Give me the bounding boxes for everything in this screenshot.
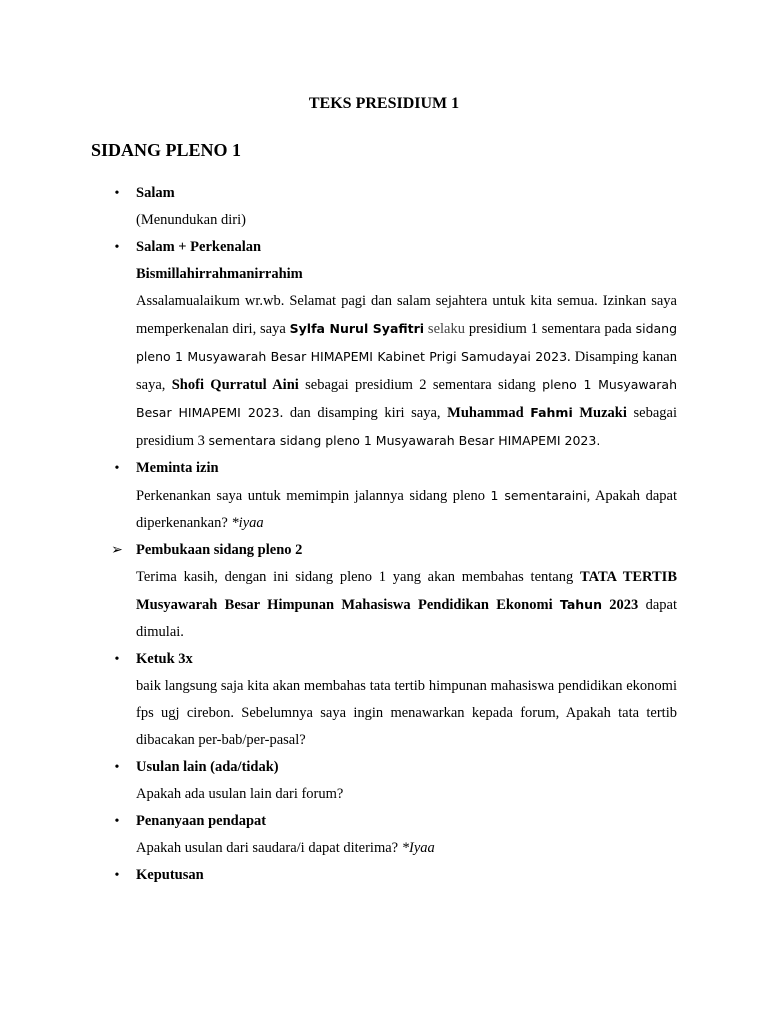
text-run: Tahun <box>559 597 602 612</box>
item-body <box>136 482 677 537</box>
text-run: Assalamualaikum wr.wb. Selamat pagi dan salam sejahtera untuk kita semua. Izinkan saya memperkenalan diri, saya <box>136 293 677 337</box>
item-body: Apakah ada usulan lain dari forum? <box>136 786 344 802</box>
presenter-name: Muzaki <box>572 405 627 421</box>
item-subheading: Bismillahirrahmanirrahim <box>136 266 303 282</box>
text-run: sidang pleno 1 Musyawarah Besar HIMAPEMI Kabinet Prigi Samudayai 2023 <box>136 321 678 364</box>
text-run: sebagai presidium 3 <box>136 405 677 449</box>
item-body <box>136 835 677 862</box>
list-item <box>114 862 677 889</box>
presenter-name: Muhammad <box>447 405 531 421</box>
presenter-name: Fahmi <box>530 405 573 420</box>
item-body: baik langsung saja kita akan membahas tata tertib himpunan mahasiswa pendidikan ekonomi fps ugj cirebon. Sebelumnya saya ingin menawarkan kepada forum, Apakah tata tertib dibacakan per-bab/per-pasal? <box>136 678 677 748</box>
text-run: Terima kasih, dengan ini sidang pleno 1 yang akan membahas tentang <box>136 569 580 585</box>
list-item <box>114 234 678 455</box>
bullet-icon: • <box>114 868 120 883</box>
item-heading: Usulan lain (ada/tidak) <box>136 759 279 775</box>
item-body <box>136 564 677 646</box>
list-item <box>114 455 677 537</box>
presenter-name: Shofi Qurratul Aini <box>171 377 299 393</box>
text-run: 2023 <box>601 597 639 613</box>
item-heading: Pembukaan sidang pleno 2 <box>136 542 303 558</box>
list-item <box>114 808 677 862</box>
list-item <box>114 754 677 808</box>
presenter-name: Sylfa Nurul Syafitri <box>289 321 425 336</box>
bullet-icon: • <box>114 186 120 201</box>
text-run: Perkenankan saya untuk memimpin jalannya sidang pleno <box>136 488 491 504</box>
bullet-icon: • <box>114 760 120 775</box>
text-run: . Disamping kanan saya, <box>136 349 677 393</box>
text-run: . dan disamping kiri saya, <box>279 405 448 421</box>
item-heading: Salam <box>136 185 175 201</box>
bullet-icon: • <box>114 461 120 476</box>
item-body: (Menundukan diri) <box>136 212 246 228</box>
document-title: TEKS PRESIDIUM 1 <box>308 95 460 112</box>
item-heading: Meminta izin <box>136 460 219 476</box>
item-heading: Ketuk 3x <box>136 651 193 667</box>
text-run: 1 sementaraini <box>490 488 587 503</box>
text-run: sebagai presidium 2 sementara sidang <box>298 377 543 393</box>
item-heading: Keputusan <box>136 867 204 883</box>
text-run: selaku <box>424 321 465 337</box>
text-run: , Apakah dapat diperkenankan? <box>136 488 677 531</box>
text-run: *Iyaa <box>401 840 435 856</box>
bullet-icon: • <box>114 814 120 829</box>
agenda-list <box>111 180 678 889</box>
text-run: sementara sidang pleno 1 Musyawarah Besar HIMAPEMI 2023. <box>208 433 601 448</box>
section-title: SIDANG PLENO 1 <box>91 140 242 160</box>
text-run: Apakah usulan dari saudara/i dapat diterima? <box>136 840 402 856</box>
text-run: dapat dimulai. <box>136 597 678 640</box>
item-body <box>136 288 677 455</box>
list-item <box>114 180 677 234</box>
bullet-icon: • <box>114 652 120 667</box>
text-run: TATA TERTIB Musyawarah Besar Himpunan Mahasiswa Pendidikan Ekonomi <box>136 569 677 613</box>
list-item <box>114 646 677 754</box>
bullet-icon: • <box>114 240 120 255</box>
text-run: *iyaa <box>231 515 264 531</box>
item-heading: Salam + Perkenalan <box>136 239 262 255</box>
list-item <box>111 537 678 646</box>
item-heading: Penanyaan pendapat <box>136 813 267 829</box>
arrow-bullet-icon: ➢ <box>111 543 123 558</box>
text-run: pleno 1 Musyawarah Besar HIMAPEMI 2023 <box>136 377 677 420</box>
text-run: presidium 1 sementara pada <box>464 321 636 337</box>
